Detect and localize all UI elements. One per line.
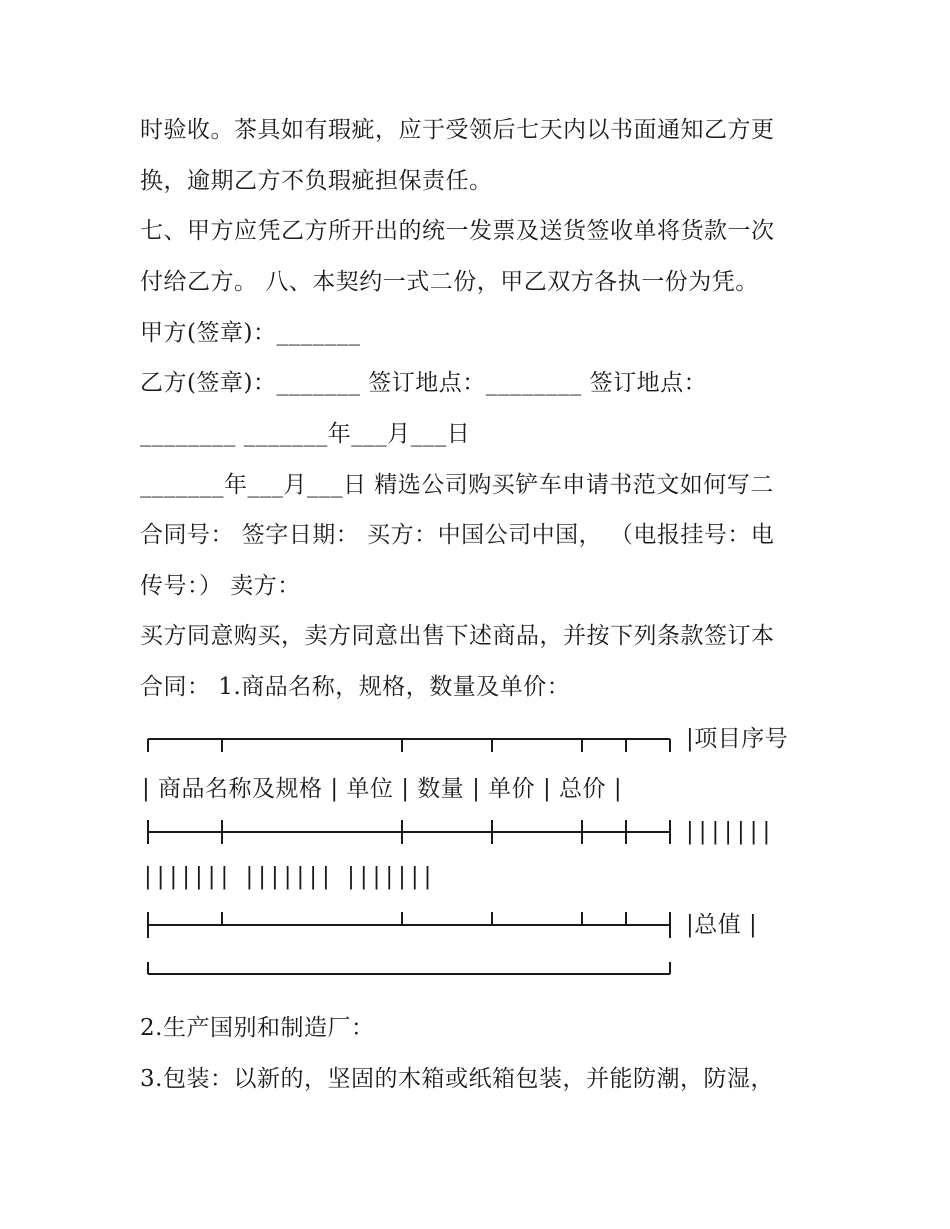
contract-header-line: 合同号： 签字日期： 买方：中国公司中国， （电报挂号：电 [140, 522, 775, 548]
table-total-right: |总值 | [686, 912, 758, 938]
body-line-2: 换，逾期乙方不负瑕疵担保责任。 [140, 168, 493, 194]
seller-line: 传号：） 卖方： [140, 573, 301, 599]
packing-line: 3.包装：以新的，坚固的木箱或纸箱包装，并能防潮，防湿， [140, 1066, 774, 1092]
party-a-signature-line: 甲方(签章)：_______ [140, 320, 361, 346]
origin-manufacturer-line: 2.生产国别和制造厂： [140, 1015, 375, 1041]
table-header-row: | 商品名称及规格 | 单位 | 数量 | 单价 | 总价 | [142, 776, 623, 802]
party-b-signature-line: 乙方(签章)：_______ 签订地点：________ 签订地点： [140, 370, 708, 396]
date-line-2: _______年___月___日 精选公司购买铲车申请书范文如何写二 [140, 472, 774, 498]
agreement-line-1: 买方同意购买，卖方同意出售下述商品，并按下列条款签订本 [140, 623, 775, 649]
date-line-1: ________ _______年___月___日 [140, 421, 471, 447]
table-bars-right: ||||||| [686, 819, 776, 845]
body-line-3: 七、甲方应凭乙方所开出的统一发票及送货签收单将货款一次 [140, 218, 775, 244]
table-header-right: |项目序号 [686, 726, 789, 752]
body-line-1: 时验收。茶具如有瑕疵，应于受领后七天内以书面通知乙方更 [140, 117, 775, 143]
body-line-4: 付给乙方。 八、本契约一式二份，甲乙双方各执一份为凭。 [140, 269, 759, 295]
table-bars-row: ||||||| ||||||| ||||||| [144, 864, 437, 890]
agreement-line-2: 合同： 1.商品名称，规格，数量及单价： [140, 674, 571, 700]
